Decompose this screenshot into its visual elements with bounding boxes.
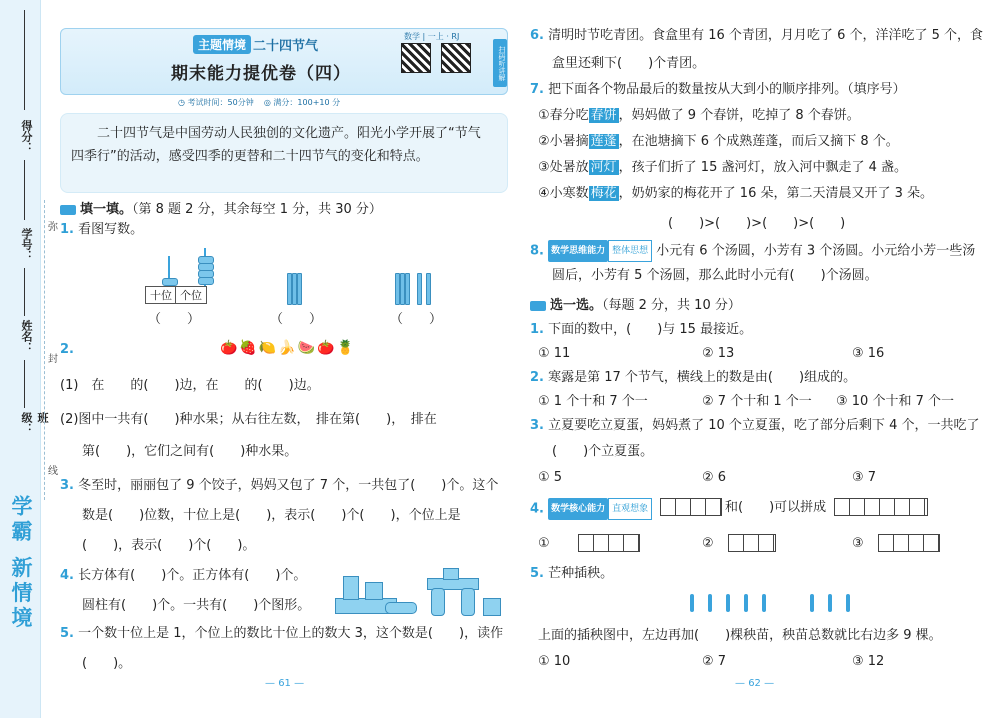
- left-page: [60, 28, 505, 698]
- question-3: [60, 476, 498, 496]
- block-shape: [443, 568, 459, 580]
- question-number: 1.: [530, 322, 544, 337]
- theme-tag: 主题情境: [193, 35, 251, 54]
- stick: [405, 273, 410, 305]
- grade-tag: 数学 | 一上 · RJ: [404, 32, 460, 41]
- question-text: 看图写数。: [78, 222, 144, 237]
- section-title: 选一选。: [550, 298, 603, 313]
- qr-code-icon[interactable]: [441, 43, 471, 73]
- question-7-item-1: [538, 106, 860, 126]
- question-number: 5.: [60, 626, 74, 641]
- question-8-line-2: 圆后，小芳有 5 个汤圆，那么此时小元有( )个汤圆。: [552, 268, 878, 283]
- question-1: [60, 220, 143, 240]
- question-number: 4.: [530, 501, 544, 517]
- sticks-figure: [393, 273, 443, 305]
- question-7-item-4: [538, 184, 933, 204]
- cube-figure: [660, 498, 722, 516]
- question-number: 4.: [60, 568, 74, 583]
- question-4-line-2: 圆柱有( )个。一共有( )个图形。: [82, 598, 311, 613]
- item-text: ，孩子们折了 15 盏河灯，放入河中飘走了 4 盏。: [618, 160, 908, 175]
- intro-box: [60, 113, 508, 193]
- item-text: ，妈妈做了 9 个春饼，吃掉了 8 个春饼。: [618, 108, 860, 123]
- intro-text: 二十四节气是中国劳动人民独创的文化遗产。阳光小学开展了“节气四季行”的活动，感受四季的更替和二十四节气的变化和特点。: [71, 126, 481, 164]
- block-shape: [461, 588, 475, 616]
- student-info-fields: [18, 60, 49, 440]
- section-title: 填一填。: [80, 202, 133, 217]
- question-number: 3.: [60, 478, 74, 493]
- seedling-icon: [810, 594, 814, 612]
- binding-cut-line: [44, 200, 45, 500]
- item-highlight: 春饼: [590, 108, 617, 123]
- choice-question-4: [530, 498, 656, 520]
- page-number-value: 61: [278, 678, 291, 689]
- seedling-icon: [828, 594, 832, 612]
- qr-code-icon[interactable]: [401, 43, 431, 73]
- question-number: 5.: [530, 566, 544, 581]
- stick-bundle-figure: [285, 273, 315, 305]
- exam-time: 考试时间：50分钟: [187, 98, 254, 107]
- choice-question-2: [530, 368, 856, 388]
- question-text: 长方体有( )个。正方体有( )个。: [78, 568, 307, 583]
- choice-option[interactable]: ② 6: [702, 470, 727, 485]
- score-field-label: 得分：: [20, 120, 33, 153]
- page-number-value: 62: [748, 678, 761, 689]
- question-2: [60, 340, 74, 360]
- choice-option[interactable]: ② 7: [702, 654, 727, 669]
- question-5: [60, 624, 503, 644]
- answer-blank[interactable]: （ ）: [148, 312, 201, 327]
- choice-question-3-line-2: ( )个立夏蛋。: [552, 444, 654, 459]
- rice-seedlings-figure: [690, 590, 910, 614]
- binding-sidebar: [0, 0, 49, 718]
- abacus-bead: [198, 277, 214, 285]
- item-text: ④小寒数: [538, 186, 589, 201]
- item-text: ，在池塘摘下 6 个成熟莲蓬，而后又摘下 8 个。: [618, 134, 899, 149]
- abacus-figure: [145, 248, 235, 308]
- seedling-icon: [744, 594, 748, 612]
- exam-header: [60, 28, 508, 95]
- choice-question-5-line-2: 上面的插秧图中，左边再加( )棵秧苗，秧苗总数就比右边多 9 棵。: [538, 628, 942, 643]
- choice-option[interactable]: ① 1 个十和 7 个一: [538, 394, 648, 409]
- question-6: [530, 26, 983, 46]
- ones-label: 个位: [175, 286, 207, 304]
- section-marker-icon: [60, 205, 76, 215]
- question-text: 寒露是第 17 个节气，横线上的数是由( )组成的。: [548, 370, 857, 385]
- seedling-icon: [846, 594, 850, 612]
- question-number: 6.: [530, 28, 544, 43]
- question-text: 小元有 6 个汤圆，小芳有 3 个汤圆。小元给小芳一些汤: [656, 243, 976, 259]
- cube-figure: [878, 534, 940, 552]
- question-text: 把下面各个物品最后的数量按从大到小的顺序排列。（填序号）: [548, 82, 906, 97]
- question-number: 8.: [530, 243, 544, 259]
- question-3-line-3: ( )，表示( )个( )。: [82, 538, 256, 553]
- choice-option[interactable]: ① 10: [538, 654, 571, 669]
- item-text: ①春分吃: [538, 108, 589, 123]
- block-shape: [483, 598, 501, 616]
- stick: [417, 273, 422, 305]
- cube-figure: [578, 534, 640, 552]
- clock-icon: ◷: [178, 98, 185, 107]
- item-text: ，奶奶家的梅花开了 16 朵，第二天清晨又开了 3 朵。: [618, 186, 934, 201]
- seedling-icon: [762, 594, 766, 612]
- choice-option[interactable]: ② 13: [702, 346, 735, 361]
- building-blocks-figure: [335, 568, 505, 623]
- theme-name: 二十四节气: [253, 39, 319, 54]
- class-field-line: [24, 360, 25, 408]
- score-field-line: [24, 10, 25, 110]
- choice-question-1: [530, 320, 752, 340]
- question-7: [530, 80, 906, 100]
- class-field-label: 班级：: [20, 412, 49, 434]
- question-2-line-2: (2)图中一共有( )种水果；从右往左数， 排在第( )， 排在: [60, 412, 437, 427]
- choice-question-3: [530, 416, 979, 436]
- choice-option[interactable]: ③: [852, 536, 864, 551]
- question-number: 1.: [60, 222, 74, 237]
- question-text: 立夏要吃立夏蛋，妈妈煮了 10 个立夏蛋，吃了部分后剩下 4 个，一共吃了: [548, 418, 980, 433]
- ability-subtag: 直观想象: [608, 498, 652, 520]
- item-text: ③处暑放: [538, 160, 589, 175]
- answer-blank[interactable]: （ ）: [270, 312, 323, 327]
- answer-blank[interactable]: （ ）: [390, 312, 443, 327]
- block-shape: [365, 582, 383, 600]
- question-text: 下面的数中，( )与 15 最接近。: [548, 322, 753, 337]
- ability-tag: 数学思维能力: [548, 240, 608, 262]
- tens-label: 十位: [145, 286, 177, 304]
- question-text: 一个数十位上是 1，个位上的数比十位上的数大 3，这个数是( )，读作: [78, 626, 504, 641]
- choice-question-5: [530, 564, 613, 584]
- item-text: ②小暑摘: [538, 134, 589, 149]
- question-7-item-2: [538, 132, 899, 152]
- block-shape: [385, 602, 417, 614]
- question-number: 7.: [530, 82, 544, 97]
- name-field-line: [24, 268, 25, 316]
- exam-info: [178, 97, 340, 108]
- stick: [426, 273, 431, 305]
- question-6-line-2: 盒里还剩下( )个青团。: [552, 56, 706, 71]
- ability-subtag: 整体思想: [608, 240, 652, 262]
- score-icon: ◎: [263, 98, 271, 107]
- choice-option[interactable]: ③ 7: [852, 470, 877, 485]
- name-field-label: 姓名：: [20, 320, 33, 353]
- choice-question-4-text: 和( )可以拼成: [725, 500, 827, 515]
- student-id-field-line: [24, 160, 25, 220]
- student-id-field-label: 学号：: [20, 228, 33, 261]
- choice-option[interactable]: ① 11: [538, 346, 571, 361]
- question-text: 冬至时，丽丽包了 9 个饺子，妈妈又包了 7 个，一共包了( )个。这个: [78, 478, 499, 493]
- choice-option[interactable]: ③ 16: [852, 346, 885, 361]
- choice-option[interactable]: ① 5: [538, 470, 563, 485]
- cube-figure: [728, 534, 776, 552]
- brand-logo: 学霸 新情境: [9, 494, 33, 632]
- question-5-line-2: ( )。: [82, 656, 132, 671]
- exam-score: 满分：100+10 分: [273, 98, 341, 107]
- section-choose: [530, 294, 741, 313]
- section-fill-in: [60, 198, 382, 217]
- question-text: 清明时节吃青团。食盒里有 16 个青团，月月吃了 6 个，洋洋吃了 5 个，食: [548, 28, 984, 43]
- item-highlight: 梅花: [590, 186, 617, 201]
- question-2-line-3: 第( )，它们之间有( )种水果。: [82, 444, 298, 459]
- question-3-line-2: 数是( )位数，十位上是( )，表示( )个( )，个位上是: [82, 508, 461, 523]
- order-answer-blanks[interactable]: ( )>( )>( )>( ): [668, 216, 846, 231]
- seedling-icon: [690, 594, 694, 612]
- exam-title: 期末能力提优卷（四）: [171, 64, 351, 84]
- cube-figure: [834, 498, 928, 516]
- stick: [297, 273, 302, 305]
- block-shape: [343, 576, 359, 600]
- choice-option[interactable]: ③ 10 个十和 7 个一: [836, 394, 954, 409]
- item-highlight: 河灯: [590, 160, 617, 175]
- ability-tag: 数学核心能力: [548, 498, 608, 520]
- page-number: — 61 —: [265, 678, 305, 689]
- cut-mark: 封: [48, 354, 58, 365]
- question-number: 3.: [530, 418, 544, 433]
- section-marker-icon: [530, 301, 546, 311]
- choice-option[interactable]: ② 7 个十和 1 个一: [702, 394, 812, 409]
- question-2-line-1: (1) 在 的( )边，在 的( )边。: [60, 378, 320, 393]
- scan-ribbon: 扫码听讲解: [493, 39, 507, 87]
- cut-mark: 弥: [48, 222, 58, 233]
- question-4: [60, 566, 306, 586]
- right-page: [530, 22, 984, 692]
- item-highlight: 莲蓬: [590, 134, 617, 149]
- seedling-icon: [726, 594, 730, 612]
- fruit-row-figure: 🍅🍓🍋🍌🍉🍅🍍: [220, 340, 357, 356]
- choice-option[interactable]: ③ 12: [852, 654, 885, 669]
- question-text: 芒种插秧。: [548, 566, 614, 581]
- block-shape: [431, 588, 445, 616]
- page-number: — 62 —: [735, 678, 775, 689]
- cut-mark: 线: [48, 466, 58, 477]
- question-7-item-3: [538, 158, 907, 178]
- abacus-bead: [162, 278, 178, 286]
- question-number: 2.: [60, 342, 74, 357]
- question-number: 2.: [530, 370, 544, 385]
- choice-option[interactable]: ①: [538, 536, 550, 551]
- section-subtitle: （第 8 题 2 分，其余每空 1 分，共 30 分）: [132, 202, 382, 217]
- section-subtitle: （每题 2 分，共 10 分）: [602, 298, 741, 313]
- question-8: [530, 240, 975, 262]
- seedling-icon: [708, 594, 712, 612]
- choice-option[interactable]: ②: [702, 536, 714, 551]
